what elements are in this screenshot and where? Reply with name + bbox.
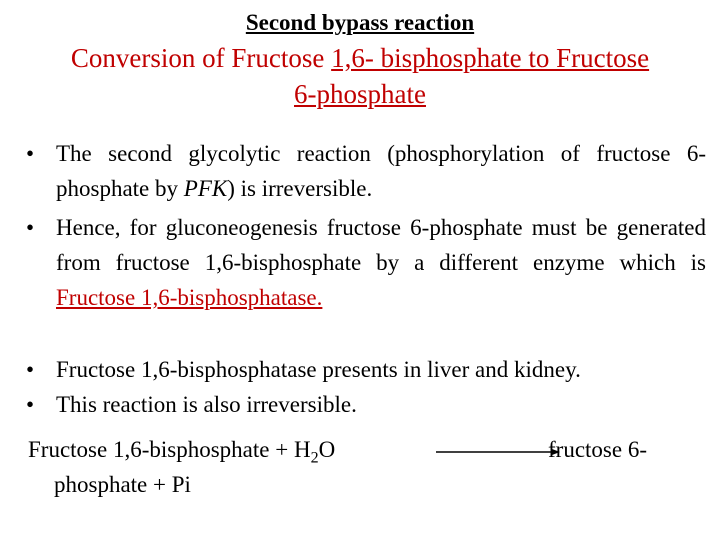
reaction-arrow-icon [436, 448, 560, 456]
bullet-item [26, 352, 716, 387]
bullet-symbol: • [26, 392, 35, 417]
enzyme-highlight: Fructose 1,6-bisphosphatase. [56, 285, 323, 310]
bullet-item [26, 387, 716, 422]
bullet-text: The second glycolytic reaction (phosphorylation of fructose 6-phosphate by [56, 141, 706, 201]
title-part-1: Conversion of Fructose [70, 43, 332, 73]
bullet-symbol: • [26, 141, 35, 166]
slide-heading: Second bypass reaction [245, 10, 475, 35]
title-part-2: 1,6- bisphosphate to Fructose [331, 43, 650, 73]
bullet-symbol: • [26, 215, 35, 240]
bullet-text-end: ) is irreversible. [227, 176, 373, 201]
bullet-item [26, 136, 706, 206]
bullet-italic-text: PFK [183, 176, 228, 201]
bullet-list-2 [26, 352, 716, 422]
bullet-list-1 [26, 136, 706, 319]
bullet-text: Fructose 1,6-bisphosphatase presents in liver and kidney. [56, 357, 581, 382]
title-part-3: 6-phosphate [294, 79, 426, 109]
equation-reactants: Fructose 1,6-bisphosphate + $H_2O$ [28, 437, 336, 467]
slide-title [0, 40, 720, 112]
equation-product: fructose 6- [548, 437, 647, 462]
bullet-text: This reaction is also irreversible. [56, 392, 357, 417]
bullet-item [26, 210, 706, 315]
subscript-2: 2 [310, 449, 319, 467]
reaction-equation [28, 432, 708, 502]
equation-product-continued: phosphate + Pi [54, 472, 191, 497]
bullet-text: Hence, for gluconeogenesis fructose 6-phosphate must be generated from fructose 1,6-bisphosphate by a different enzyme which is [56, 215, 706, 275]
bullet-symbol: • [26, 357, 35, 382]
